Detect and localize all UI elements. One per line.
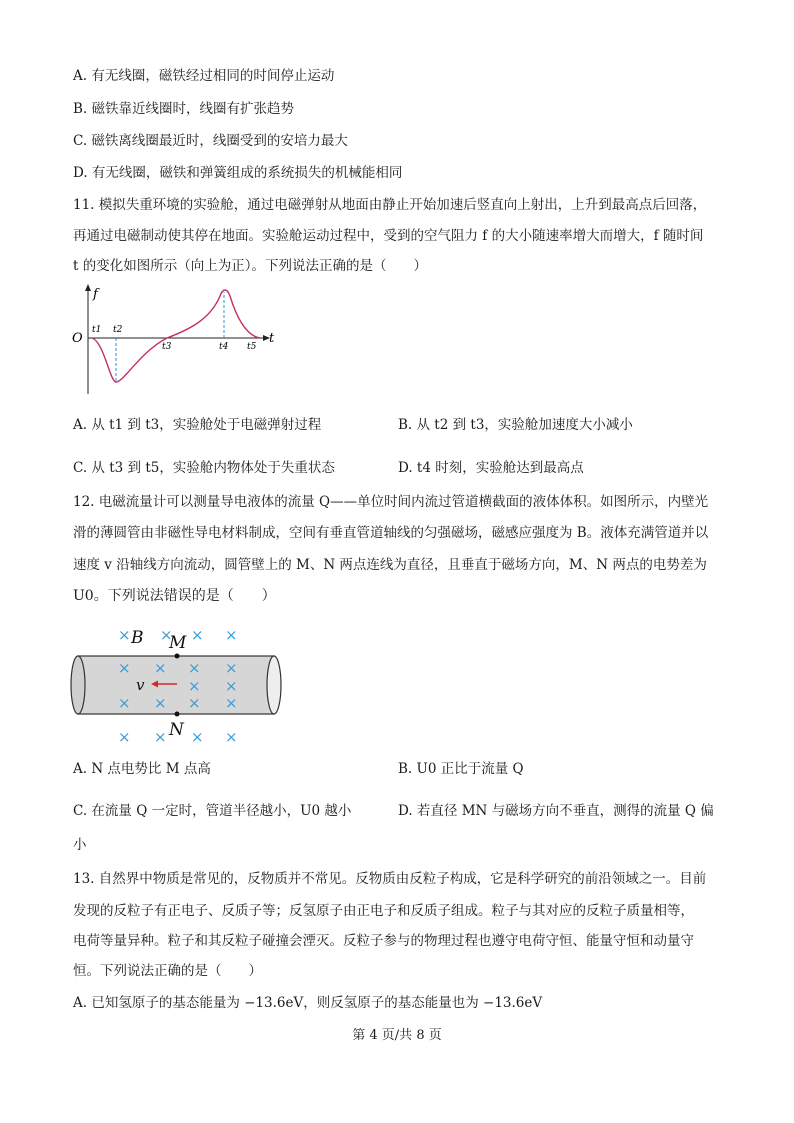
graph-t3-label: t3 <box>162 342 172 352</box>
q12-option-d: D. 若直径 MN 与磁场方向不垂直，测得的流量 Q 偏 <box>398 803 714 819</box>
field-cross: × <box>191 728 204 746</box>
pipe-left-end <box>71 656 85 714</box>
page-footer: 第 4 页/共 8 页 <box>352 1028 442 1043</box>
graph-t1-label: t1 <box>92 325 102 335</box>
q12-flowmeter-figure <box>70 620 290 750</box>
velocity-label: v <box>136 676 145 694</box>
field-label-b: B <box>131 628 144 648</box>
graph-y-label: f <box>93 287 98 302</box>
q10-option-d: D. 有无线圈，磁铁和弹簧组成的系统损失的机械能相同 <box>73 165 403 181</box>
field-cross: × <box>225 694 238 712</box>
q12-option-a: A. N 点电势比 M 点高 <box>73 761 211 777</box>
q12-stem-line-3: 速度 v 沿轴线方向流动，圆管壁上的 M、N 两点连线为直径，且垂直于磁场方向，M、N 两点的电势差为 <box>73 557 707 573</box>
q13-stem-line-4: 恒。下列说法正确的是（ ） <box>73 963 262 979</box>
q11-force-time-graph <box>70 282 290 402</box>
field-cross: × <box>225 728 238 746</box>
q13-stem-line-2: 发现的反粒子有正电子、反质子等；反氢原子由正电子和反质子组成。粒子与其对应的反粒子质量相等， <box>73 903 694 919</box>
field-cross: × <box>118 694 131 712</box>
q12-option-c: C. 在流量 Q 一定时，管道半径越小，U0 越小 <box>73 803 352 819</box>
field-cross: × <box>188 677 201 695</box>
field-cross: × <box>188 694 201 712</box>
field-cross: × <box>154 659 167 677</box>
q10-option-c: C. 磁铁离线圈最近时，线圈受到的安培力最大 <box>73 133 348 149</box>
field-cross: × <box>118 659 131 677</box>
graph-x-label: t <box>269 331 275 346</box>
point-n <box>175 712 180 717</box>
field-cross: × <box>225 659 238 677</box>
graph-t2-label: t2 <box>113 325 123 335</box>
field-cross: × <box>118 728 131 746</box>
graph-force-curve <box>92 290 260 382</box>
field-cross: × <box>118 626 131 644</box>
point-m-label: M <box>169 633 187 653</box>
field-cross: × <box>225 677 238 695</box>
q12-stem-line-2: 滑的薄圆管由非磁性导电材料制成，空间有垂直管道轴线的匀强磁场，磁感应强度为 B。液体充满管道并以 <box>73 525 709 541</box>
q13-stem-line-3: 电荷等量异种。粒子和其反粒子碰撞会湮灭。反粒子参与的物理过程也遵守电荷守恒、能量守恒和动量守 <box>73 933 694 949</box>
q11-stem-line-2: 再通过电磁制动使其停在地面。实验舱运动过程中，受到的空气阻力 f 的大小随速率增大而增大，f 随时间 <box>73 228 704 244</box>
q10-option-b: B. 磁铁靠近线圈时，线圈有扩张趋势 <box>73 101 295 117</box>
graph-origin-label: O <box>72 331 83 346</box>
field-cross: × <box>188 659 201 677</box>
graph-t4-label: t4 <box>219 342 229 352</box>
q13-stem-line-1: 13. 自然界中物质是常见的，反物质并不常见。反物质由反粒子构成，它是科学研究的前沿领域之一。目前 <box>73 871 707 887</box>
q11-option-d: D. t4 时刻，实验舱达到最高点 <box>398 460 584 476</box>
q11-option-a: A. 从 t1 到 t3，实验舱处于电磁弹射过程 <box>73 417 322 433</box>
q11-stem-line-3: t 的变化如图所示（向上为正）。下列说法正确的是（ ） <box>73 258 427 274</box>
point-m <box>175 654 180 659</box>
q13-option-a: A. 已知氢原子的基态能量为 −13.6eV，则反氢原子的基态能量也为 −13.6eV <box>73 995 543 1011</box>
pipe-right-end <box>267 656 281 714</box>
graph-y-arrow <box>85 284 91 291</box>
q12-option-b: B. U0 正比于流量 Q <box>398 761 524 777</box>
field-cross: × <box>191 626 204 644</box>
point-n-label: N <box>169 720 184 740</box>
field-cross: × <box>225 626 238 644</box>
field-cross: × <box>160 626 173 644</box>
q11-stem-line-1: 11. 模拟失重环境的实验舱，通过电磁弹射从地面由静止开始加速后竖直向上射出，上升到最高点后回落， <box>73 197 707 213</box>
field-cross: × <box>154 694 167 712</box>
q12-stem-line-4: U0。下列说法错误的是（ ） <box>73 588 276 604</box>
q11-option-c: C. 从 t3 到 t5，实验舱内物体处于失重状态 <box>73 460 335 476</box>
field-cross: × <box>154 728 167 746</box>
q11-option-b: B. 从 t2 到 t3，实验舱加速度大小减小 <box>398 417 633 433</box>
pipe-body <box>78 656 274 714</box>
graph-t5-label: t5 <box>247 342 257 352</box>
q10-option-a: A. 有无线圈，磁铁经过相同的时间停止运动 <box>73 68 335 84</box>
q12-stem-line-1: 12. 电磁流量计可以测量导电液体的流量 Q——单位时间内流过管道横截面的液体体积。如图所示，内壁光 <box>73 494 709 510</box>
q12-option-d-continued: 小 <box>73 837 87 853</box>
